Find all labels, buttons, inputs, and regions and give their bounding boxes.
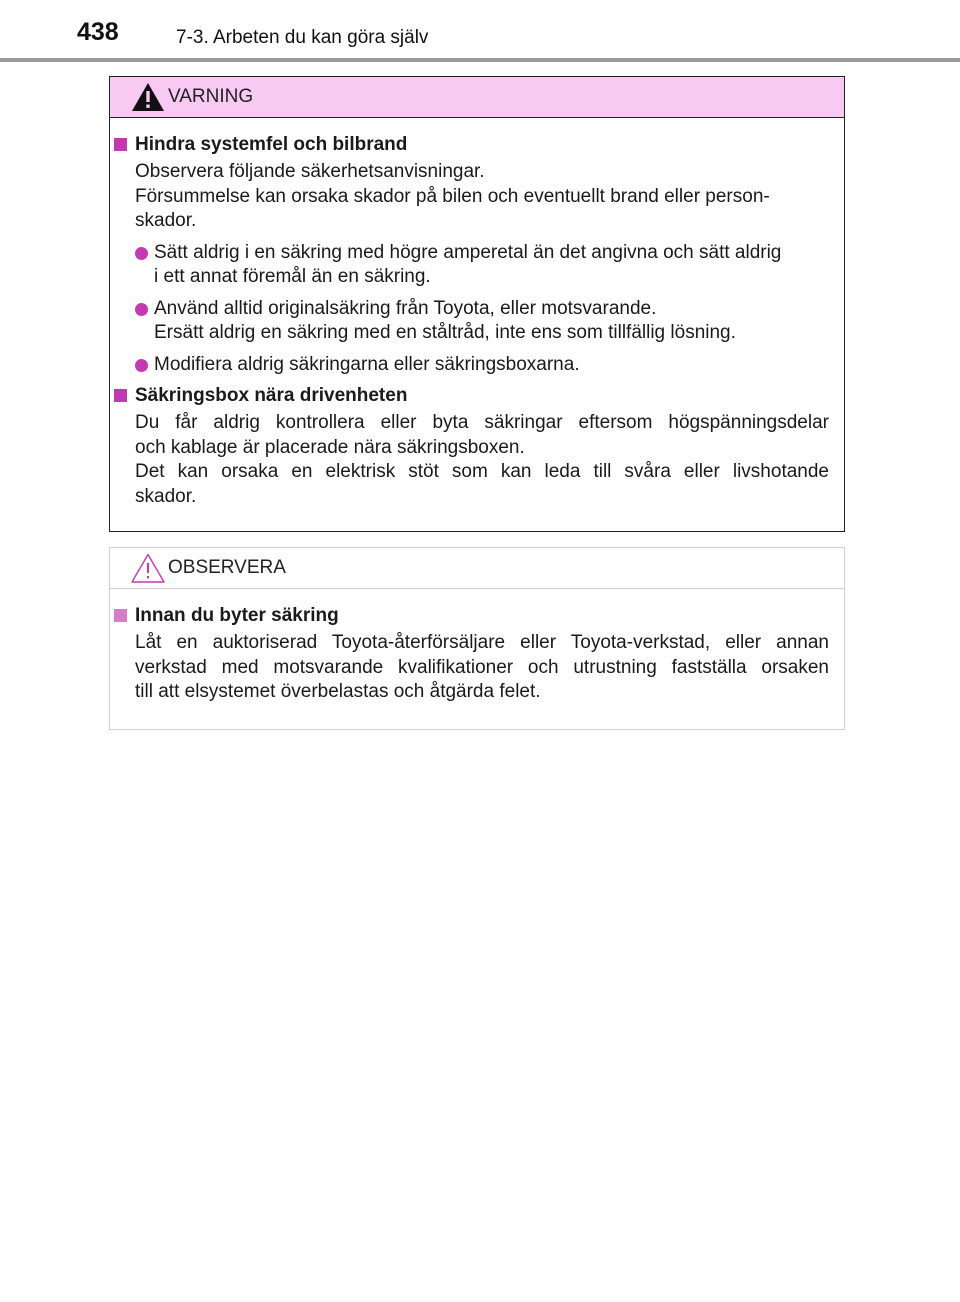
text-line: Observera följande säkerhetsanvisningar. <box>135 161 485 182</box>
warning-bullet-2 <box>110 297 844 346</box>
round-bullet-icon <box>135 247 148 260</box>
caution-section1-text <box>110 631 844 705</box>
caution-box-header <box>110 548 844 589</box>
heading-text: Hindra systemfel och bilbrand <box>135 134 408 155</box>
warning-label: VARNING <box>168 86 254 107</box>
warning-triangle-icon <box>130 81 166 113</box>
section-title: 7-3. Arbeten du kan göra själv <box>176 27 429 48</box>
text-line: skador. <box>135 485 197 507</box>
text-line: Använd alltid originalsäkring från Toyota, eller motsvarande. <box>154 297 657 319</box>
text-line: i ett annat föremål än en säkring. <box>154 266 431 287</box>
text-line: Försummelse kan orsaka skador på bilen och eventuellt brand eller person- <box>135 185 770 207</box>
warning-bullet-1 <box>110 241 844 290</box>
text-line: Ersätt aldrig en säkring med en ståltråd, inte ens som tillfällig lösning. <box>154 322 736 343</box>
text-line: Det kan orsaka en elektrisk stöt som kan leda till svåra eller livshotande <box>135 461 829 482</box>
caution-box <box>109 547 845 730</box>
warning-box <box>109 76 845 532</box>
heading-text: Innan du byter säkring <box>135 605 339 626</box>
page-header <box>0 0 960 62</box>
warning-section1-heading <box>110 133 844 157</box>
caution-triangle-icon <box>130 552 166 584</box>
warning-box-body <box>110 118 844 509</box>
text-line: skador. <box>135 210 197 231</box>
caution-box-body <box>110 589 844 705</box>
heading-text: Säkringsbox nära drivenheten <box>135 385 408 406</box>
text-line: verkstad med motsvarande kvalifikationer och utrustning fastställa orsaken <box>135 656 829 678</box>
warning-section2-text <box>110 411 844 509</box>
text-line: Du får aldrig kontrollera eller byta säkringar eftersom högspänningsdelar <box>135 412 829 433</box>
round-bullet-icon <box>135 303 148 316</box>
header-rule <box>0 58 960 62</box>
warning-section2-heading <box>110 384 844 408</box>
text-line: Låt en auktoriserad Toyota-återförsäljare eller Toyota-verkstad, eller annan <box>135 632 829 653</box>
round-bullet-icon <box>135 359 148 372</box>
caution-label: OBSERVERA <box>168 557 286 578</box>
square-bullet-icon <box>114 389 127 402</box>
square-bullet-icon <box>114 138 127 151</box>
warning-section1-intro <box>110 160 844 234</box>
caution-section1-heading <box>110 604 844 628</box>
page-number: 438 <box>77 18 119 46</box>
text-line: och kablage är placerade nära säkringsboxen. <box>135 436 525 458</box>
warning-box-header <box>110 77 844 118</box>
text-line: Sätt aldrig i en säkring med högre amperetal än det angivna och sätt aldrig <box>154 241 782 263</box>
text-line: Modifiera aldrig säkringarna eller säkringsboxarna. <box>154 353 580 375</box>
square-bullet-icon <box>114 609 127 622</box>
text-line: till att elsystemet överbelastas och åtgärda felet. <box>135 681 541 702</box>
warning-bullet-3 <box>110 353 844 378</box>
